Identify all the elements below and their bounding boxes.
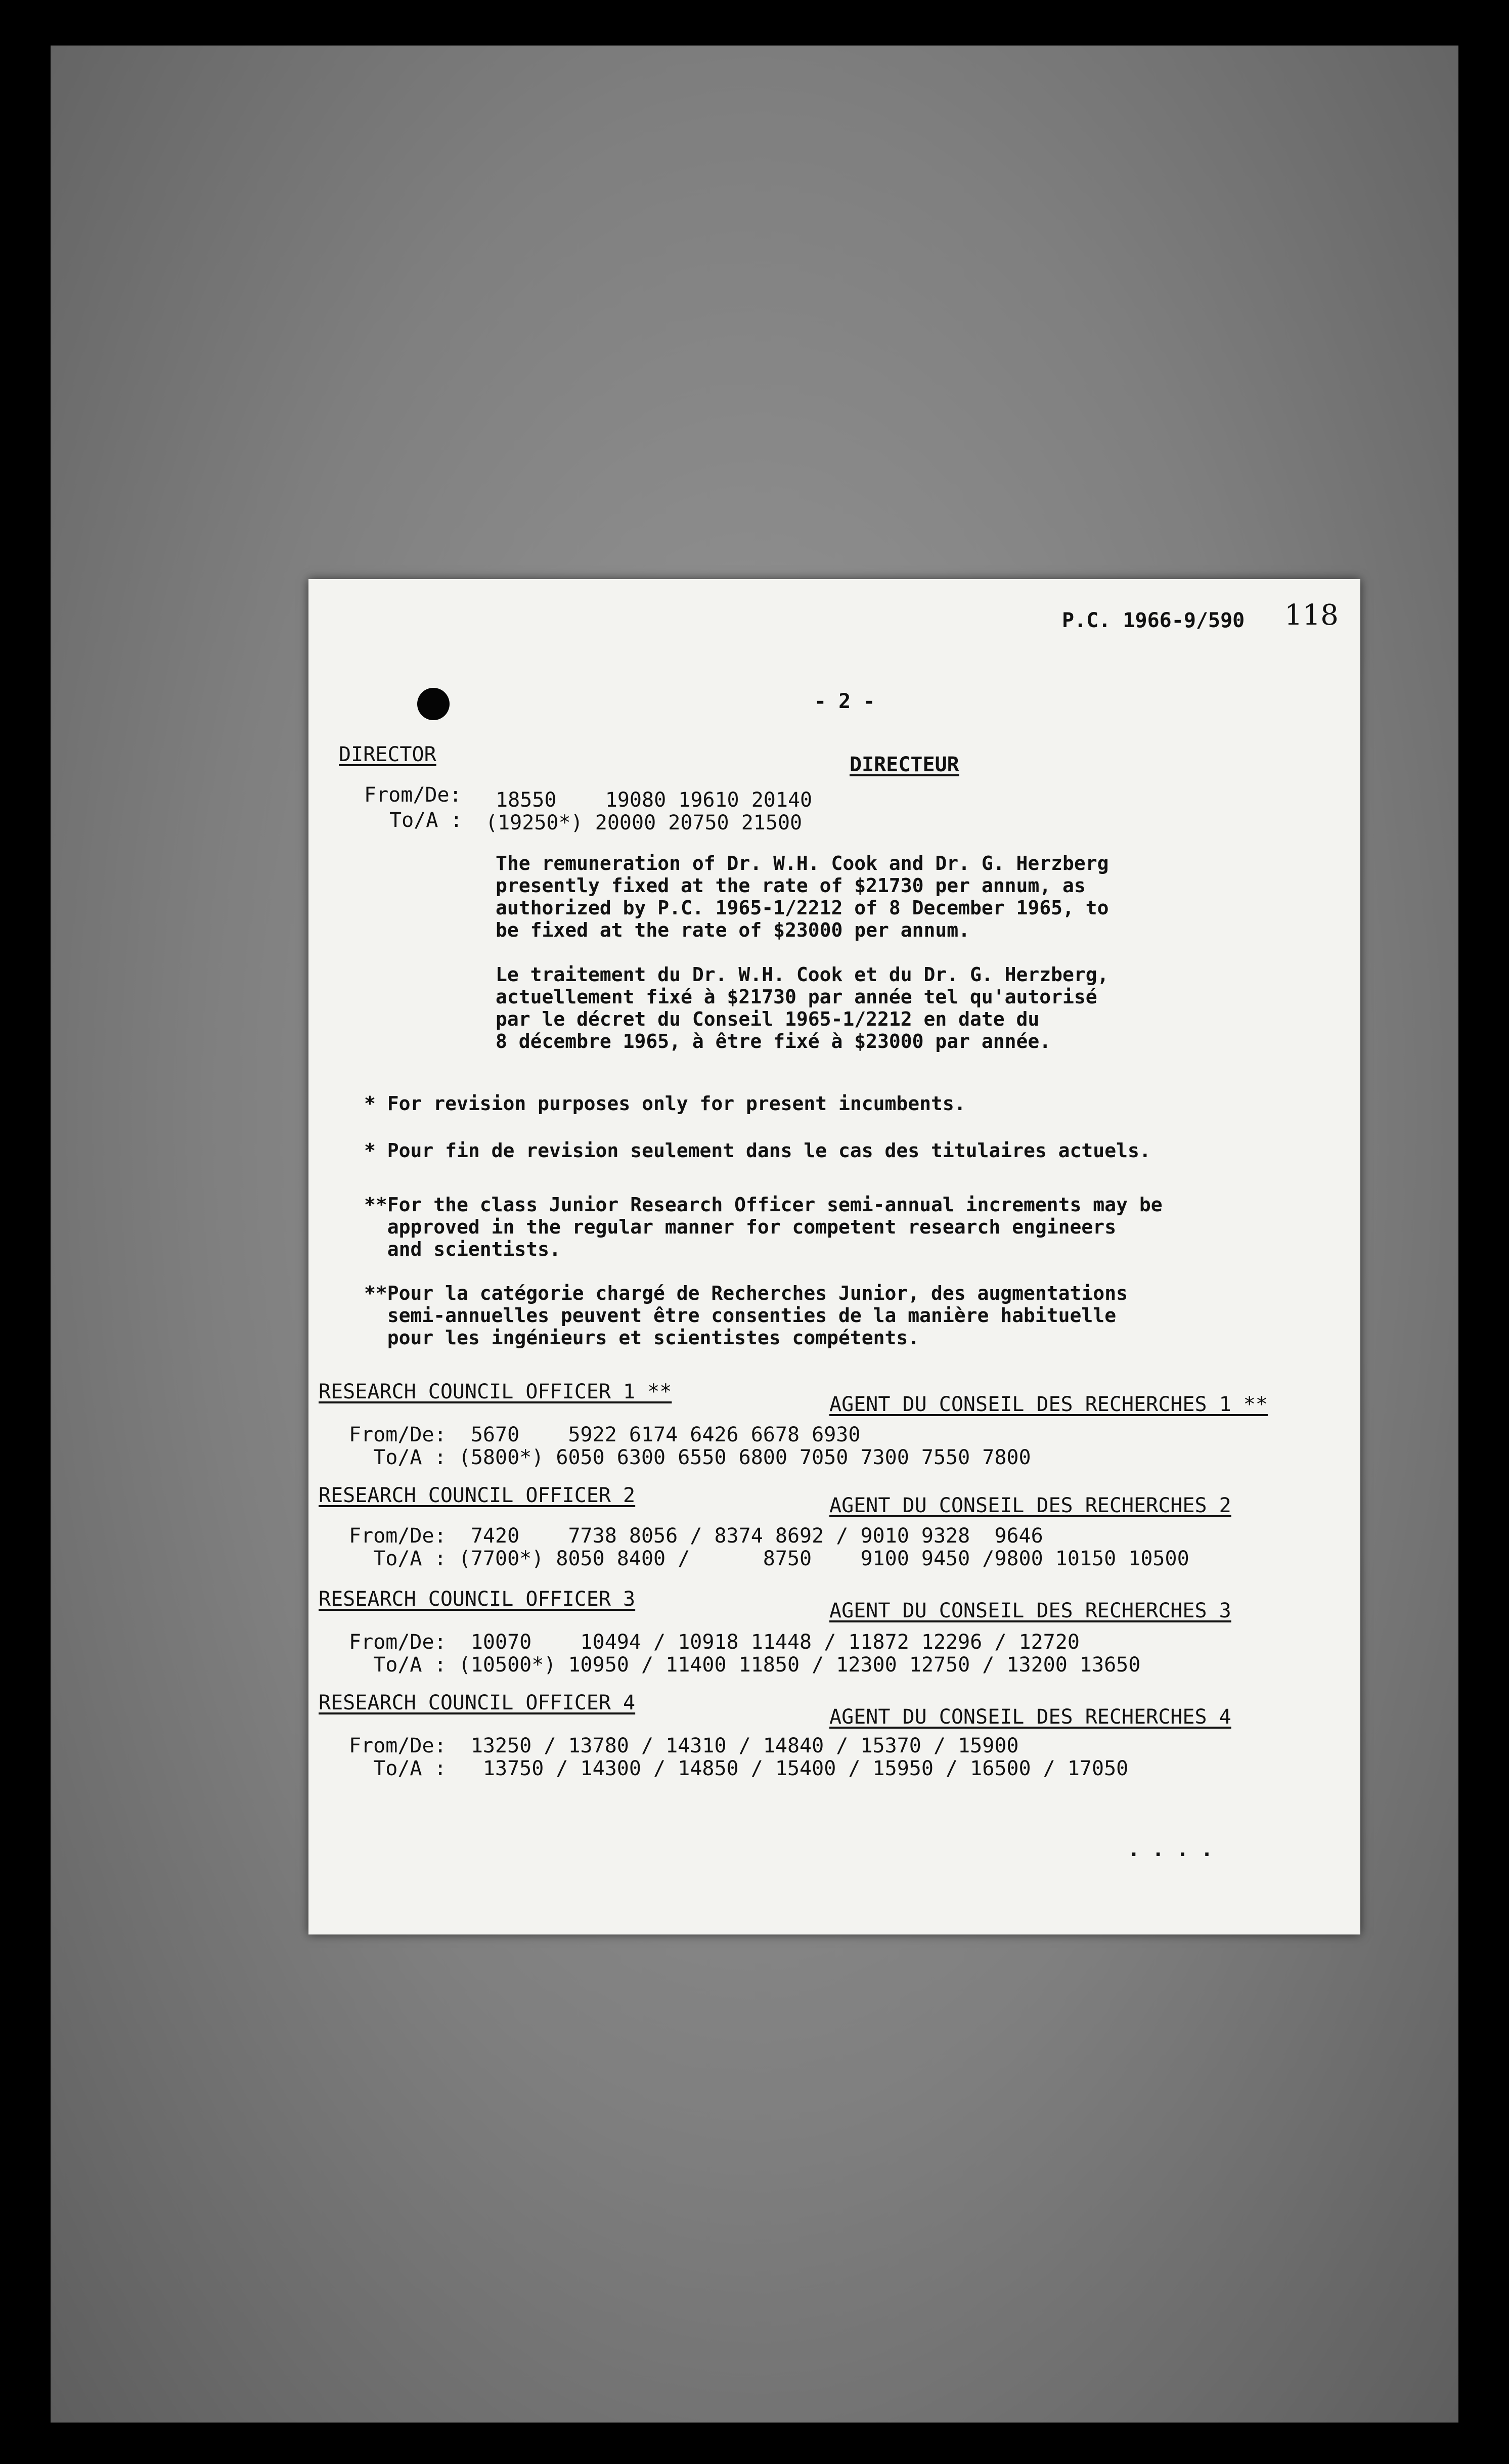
note-junior-en: **For the class Junior Research Officer semi-annual increments may be approved in the regular manner for competent research engineers and scientists. [364,1194,1163,1260]
officer-3-heading-fr: AGENT DU CONSEIL DES RECHERCHES 3 [829,1599,1231,1622]
continuation-dots: . . . . [1128,1838,1213,1861]
officer-1-heading-en: RESEARCH COUNCIL OFFICER 1 ** [319,1380,672,1403]
director-heading-fr: DIRECTEUR [850,753,959,776]
reference-number: P.C. 1966-9/590 [1062,609,1245,632]
officer-2-from: From/De: 7420 7738 8056 / 8374 8692 / 9010 9328 9646 [349,1524,1043,1548]
officer-1-heading-fr: AGENT DU CONSEIL DES RECHERCHES 1 ** [829,1393,1268,1416]
note-revision-fr: * Pour fin de revision seulement dans le cas des titulaires actuels. [364,1139,1151,1162]
director-from-label: From/De: [364,783,462,807]
officer-4-heading-fr: AGENT DU CONSEIL DES RECHERCHES 4 [829,1705,1231,1729]
director-paragraph-fr: Le traitement du Dr. W.H. Cook et du Dr. G. Herzberg, actuellement fixé à $21730 par année tel qu'autorisé par le décret du Conseil 1965-1/2212 en date du 8 décembre 1965, à être fixé à $23000 par année. [496,963,1109,1052]
officer-3-from: From/De: 10070 10494 / 10918 11448 / 11872 12296 / 12720 [349,1631,1080,1654]
officer-1-to: To/A : (5800*) 6050 6300 6550 6800 7050 7300 7550 7800 [349,1446,1031,1469]
officer-4-heading-en: RESEARCH COUNCIL OFFICER 4 [319,1691,636,1714]
microfilm-frame [51,46,1458,2423]
note-junior-fr: **Pour la catégorie chargé de Recherches Junior, des augmentations semi-annuelles peuvent être consenties de la manière habituelle pour les ingénieurs et scientistes compétents. [364,1282,1128,1349]
officer-4-to: To/A : 13750 / 14300 / 14850 / 15400 / 15950 / 16500 / 17050 [349,1757,1129,1780]
officer-3-heading-en: RESEARCH COUNCIL OFFICER 3 [319,1588,636,1611]
director-heading-en: DIRECTOR [339,743,436,766]
punch-hole [417,688,450,720]
note-revision-en: * For revision purposes only for present incumbents. [364,1092,966,1115]
officer-2-heading-fr: AGENT DU CONSEIL DES RECHERCHES 2 [829,1494,1231,1517]
officer-3-to: To/A : (10500*) 10950 / 11400 11850 / 12300 12750 / 13200 13650 [349,1653,1141,1677]
officer-4-from: From/De: 13250 / 13780 / 14310 / 14840 / 15370 / 15900 [349,1734,1019,1757]
officer-2-heading-en: RESEARCH COUNCIL OFFICER 2 [319,1484,636,1507]
page-marker: - 2 - [814,690,875,713]
director-from-values: 18550 19080 19610 20140 [496,788,813,812]
officer-1-from: From/De: 5670 5922 6174 6426 6678 6930 [349,1423,861,1446]
director-to-label: To/A : [389,809,463,832]
document-page [308,579,1360,1934]
director-paragraph-en: The remuneration of Dr. W.H. Cook and Dr. G. Herzberg presently fixed at the rate of $21730 per annum, as authorized by P.C. 1965-1/2212 of 8 December 1965, to be fixed at the rate of $23000 per annum. [496,852,1109,941]
officer-2-to: To/A : (7700*) 8050 8400 / 8750 9100 9450 /9800 10150 10500 [349,1547,1189,1570]
folio-number: 118 [1284,599,1339,632]
director-to-values: (19250*) 20000 20750 21500 [485,811,803,834]
